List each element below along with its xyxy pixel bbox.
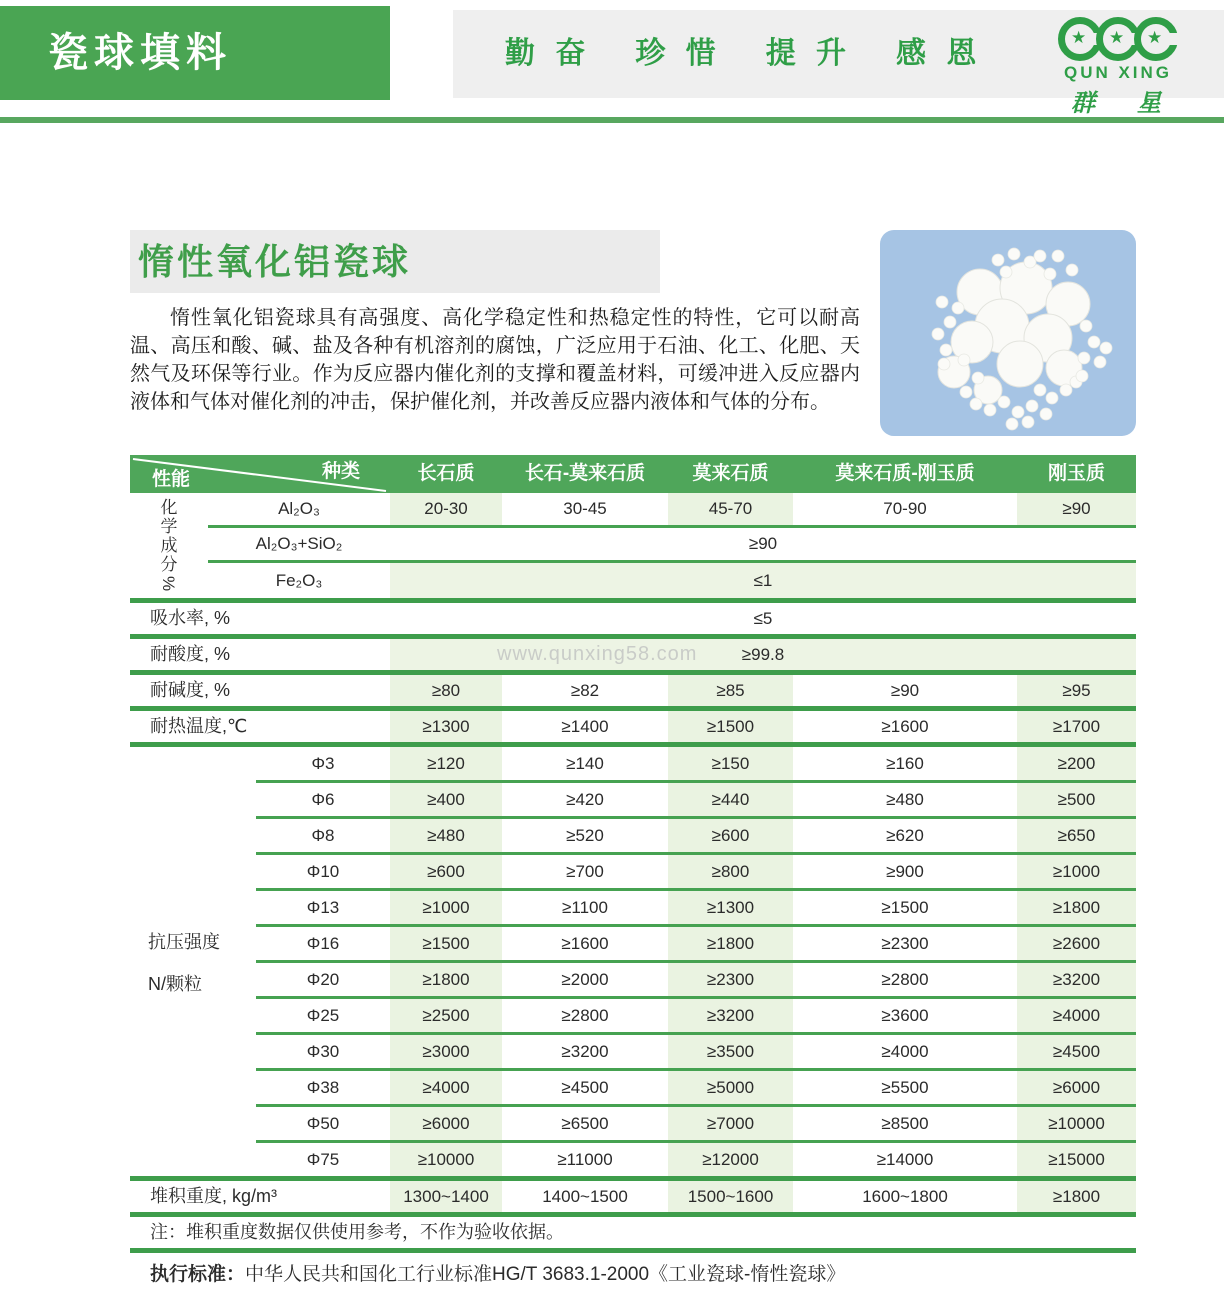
table-row: [256, 819, 1136, 855]
cell: ≥1300: [390, 711, 502, 742]
cell: ≥200: [1017, 747, 1136, 780]
cell: ≥480: [390, 819, 502, 852]
table-row: [256, 747, 1136, 783]
vlabel-char: 成: [160, 536, 178, 555]
cell: ≥6000: [390, 1107, 502, 1140]
row-label: Φ10: [306, 862, 340, 881]
cell: ≥1500: [668, 711, 793, 742]
standard-label: 执行标准：: [150, 1264, 246, 1285]
column-header: 莫来石质-刚玉质: [835, 463, 975, 484]
watermark: www.qunxing58.com: [497, 643, 698, 665]
header-divider: [0, 117, 1224, 123]
cell: ≥440: [668, 783, 793, 816]
table-row: [256, 927, 1136, 963]
logo-rings-icon: [1058, 16, 1178, 62]
logo-name-cn: 群 星: [1071, 91, 1179, 117]
cell: ≥7000: [668, 1107, 793, 1140]
cell: ≥2000: [561, 970, 609, 989]
cell: ≥5500: [881, 1078, 929, 1097]
chem-vertical-label: [130, 493, 208, 598]
spec-table: [130, 455, 1136, 1253]
cell: ≥600: [668, 819, 793, 852]
table-header-row: [130, 455, 1136, 493]
table-row: [256, 855, 1136, 891]
logo-name-en: QUN XING: [1063, 63, 1173, 82]
company-logo: [1050, 16, 1186, 118]
cell: ≥2300: [668, 963, 793, 996]
crushing-strength-group: [130, 747, 1136, 1176]
slogan-word: 感 恩: [896, 37, 983, 70]
standard-line: [150, 1259, 845, 1286]
cell: ≥82: [570, 681, 600, 700]
star-icon: ★: [1109, 28, 1125, 47]
cell: ≥1600: [561, 934, 609, 953]
standard-text: 中华人民共和国化工行业标准HG/T 3683.1-2000《工业瓷球-惰性瓷球》: [245, 1264, 846, 1285]
cell: ≥90: [890, 681, 920, 700]
cell: ≥140: [566, 754, 604, 773]
chem-rows: [208, 493, 1136, 598]
vlabel-char: 分: [160, 555, 178, 574]
cell: ≥8500: [881, 1114, 929, 1133]
cell: ≥14000: [876, 1150, 934, 1169]
row-label: Φ3: [311, 754, 335, 773]
cell: ≥620: [886, 826, 924, 845]
row-label: 耐酸度, %: [150, 644, 231, 664]
cell: ≥85: [668, 675, 793, 706]
row-label: 耐热温度,℃: [150, 716, 248, 736]
cell: ≥11000: [557, 1150, 613, 1169]
corner-label-property: 性能: [152, 469, 191, 490]
row-label: Al₂O₃+SiO₂: [255, 534, 343, 553]
table-row: [208, 528, 1136, 563]
cell: ≥120: [390, 747, 502, 780]
cell: ≥1400: [561, 717, 609, 736]
cell: ≥95: [1017, 675, 1136, 706]
row-label: Φ50: [306, 1114, 340, 1133]
section-title-box: [130, 230, 660, 293]
cell: ≥3200: [1017, 963, 1136, 996]
cell: ≥80: [390, 675, 502, 706]
cell: ≥6500: [561, 1114, 609, 1133]
cell: ≥1600: [881, 717, 929, 736]
slogan-word: 勤 奋: [505, 37, 592, 70]
chemical-composition-group: [130, 493, 1136, 598]
row-label: Fe₂O₃: [275, 571, 323, 590]
cell: ≥1800: [1017, 891, 1136, 924]
merged-cell: ≥90: [748, 534, 778, 553]
section-title: 惰性氧化铝瓷球: [138, 241, 412, 282]
cell: ≥420: [566, 790, 604, 809]
cell: 30-45: [563, 499, 607, 518]
cell: ≥500: [1017, 783, 1136, 816]
cell: ≥10000: [1017, 1107, 1136, 1140]
cell: ≥3600: [881, 1006, 929, 1025]
cell: ≥600: [390, 855, 502, 888]
cell: 1400~1500: [542, 1187, 628, 1206]
cell: ≥4000: [881, 1042, 929, 1061]
row-label: Φ25: [306, 1006, 340, 1025]
banner-title-block: [0, 6, 390, 100]
cell: ≥12000: [668, 1143, 793, 1176]
cell: 1300~1400: [390, 1181, 502, 1212]
cell: ≥650: [1017, 819, 1136, 852]
vlabel-char: 学: [160, 517, 178, 536]
cell: ≥2800: [561, 1006, 609, 1025]
cell: ≥4000: [1017, 999, 1136, 1032]
strength-rows: [256, 747, 1136, 1176]
cell: ≥160: [886, 754, 924, 773]
cell: ≥4500: [1017, 1035, 1136, 1068]
table-corner-cell: [130, 455, 390, 493]
column-header: 长石-莫来石质: [524, 463, 646, 484]
cell: ≥1800: [390, 963, 502, 996]
cell: ≥800: [668, 855, 793, 888]
cell: ≥2300: [881, 934, 929, 953]
table-row: [130, 675, 1136, 706]
cell: 70-90: [883, 499, 927, 518]
cell: ≥1700: [1017, 711, 1136, 742]
cell: ≥1800: [1017, 1181, 1136, 1212]
strength-label-line1: 抗压强度: [148, 931, 220, 952]
cell: ≥3500: [668, 1035, 793, 1068]
column-header: 刚玉质: [1047, 463, 1105, 484]
cell: ≥520: [566, 826, 604, 845]
ceramic-balls-image: [880, 230, 1136, 436]
cell: ≥90: [1017, 493, 1136, 525]
table-row: [256, 1107, 1136, 1143]
cell: ≥3000: [390, 1035, 502, 1068]
row-label: Al₂O₃: [278, 499, 320, 518]
star-icon: ★: [1071, 28, 1087, 47]
cell: ≥4500: [561, 1078, 609, 1097]
cell: ≥1100: [562, 898, 608, 917]
table-row: [130, 603, 1136, 634]
cell: ≥15000: [1017, 1143, 1136, 1176]
star-icon: ★: [1147, 28, 1163, 47]
column-header: 长石质: [417, 463, 475, 484]
cell: ≥5000: [668, 1071, 793, 1104]
table-row: [256, 999, 1136, 1035]
product-photo: [880, 230, 1136, 436]
cell: ≥400: [390, 783, 502, 816]
table-row: [256, 783, 1136, 819]
row-label: Φ30: [306, 1042, 340, 1061]
slogan-word: 珍 惜: [635, 37, 722, 70]
table-row: [130, 1181, 1136, 1212]
row-label: 吸水率, %: [150, 608, 231, 628]
cell: 1500~1600: [668, 1181, 793, 1212]
strength-group-label: [130, 747, 256, 1176]
cell: ≥4000: [390, 1071, 502, 1104]
table-row: [256, 963, 1136, 999]
merged-cell: ≥99.8: [390, 639, 1136, 670]
cell: ≥900: [886, 862, 924, 881]
row-label: Φ16: [306, 934, 340, 953]
cell: ≥2500: [390, 999, 502, 1032]
row-label: 堆积重度, kg/m³: [150, 1186, 278, 1206]
vlabel-char: 化: [160, 498, 178, 517]
cell: ≥1800: [668, 927, 793, 960]
cell: ≥2800: [881, 970, 929, 989]
table-note: 注：堆积重度数据仅供使用参考，不作为验收依据。: [150, 1222, 564, 1242]
cell: ≥2600: [1017, 927, 1136, 960]
page-title: 瓷球填料: [48, 31, 232, 75]
table-row: [130, 711, 1136, 742]
table-row: [208, 493, 1136, 528]
cell: ≥1000: [390, 891, 502, 924]
intro-paragraph: 惰性氧化铝瓷球具有高强度、高化学稳定性和热稳定性的特性，它可以耐高温、高压和酸、碱、盐及各种有机溶剂的腐蚀，广泛应用于石油、化工、化肥、天然气及环保等行业。作为反应器内催化剂的支撑和覆盖材料，可缓冲进入反应器内液体和气体对催化剂的冲击，保护催化剂，并改善反应器内液体和气体的分布。: [130, 307, 860, 413]
cell: 20-30: [390, 493, 502, 525]
table-row: [256, 891, 1136, 927]
cell: 45-70: [668, 493, 793, 525]
merged-cell: ≤1: [390, 563, 1136, 598]
table-row: [208, 563, 1136, 598]
banner-slogan-bar: [453, 10, 1224, 117]
slogan: [505, 10, 1026, 98]
table-row: [256, 1035, 1136, 1071]
vlabel-char: %: [159, 575, 179, 592]
cell: ≥1000: [1017, 855, 1136, 888]
corner-label-kind: 种类: [321, 461, 360, 482]
cell: ≥3200: [561, 1042, 609, 1061]
cell: ≥1300: [668, 891, 793, 924]
cell: ≥150: [668, 747, 793, 780]
row-label: Φ38: [306, 1078, 340, 1097]
cell: ≥3200: [668, 999, 793, 1032]
slogan-word: 提 升: [765, 37, 853, 70]
row-label: Φ13: [306, 898, 340, 917]
cell: ≥10000: [390, 1143, 502, 1176]
cell: ≥480: [886, 790, 924, 809]
table-row: [256, 1071, 1136, 1107]
section-divider: [130, 1248, 1136, 1253]
row-label: Φ6: [311, 790, 335, 809]
cell: ≥1500: [881, 898, 929, 917]
row-label: Φ75: [306, 1150, 340, 1169]
table-row: [256, 1143, 1136, 1176]
cell: 1600~1800: [862, 1187, 948, 1206]
row-label: 耐碱度, %: [150, 680, 231, 700]
strength-label-line2: N/颗粒: [148, 973, 202, 994]
row-label: Φ8: [311, 826, 335, 845]
column-header: 莫来石质: [692, 463, 769, 484]
merged-cell: ≤5: [753, 609, 773, 628]
row-label: Φ20: [306, 970, 340, 989]
cell: ≥6000: [1017, 1071, 1136, 1104]
cell: ≥700: [566, 862, 604, 881]
cell: ≥1500: [390, 927, 502, 960]
